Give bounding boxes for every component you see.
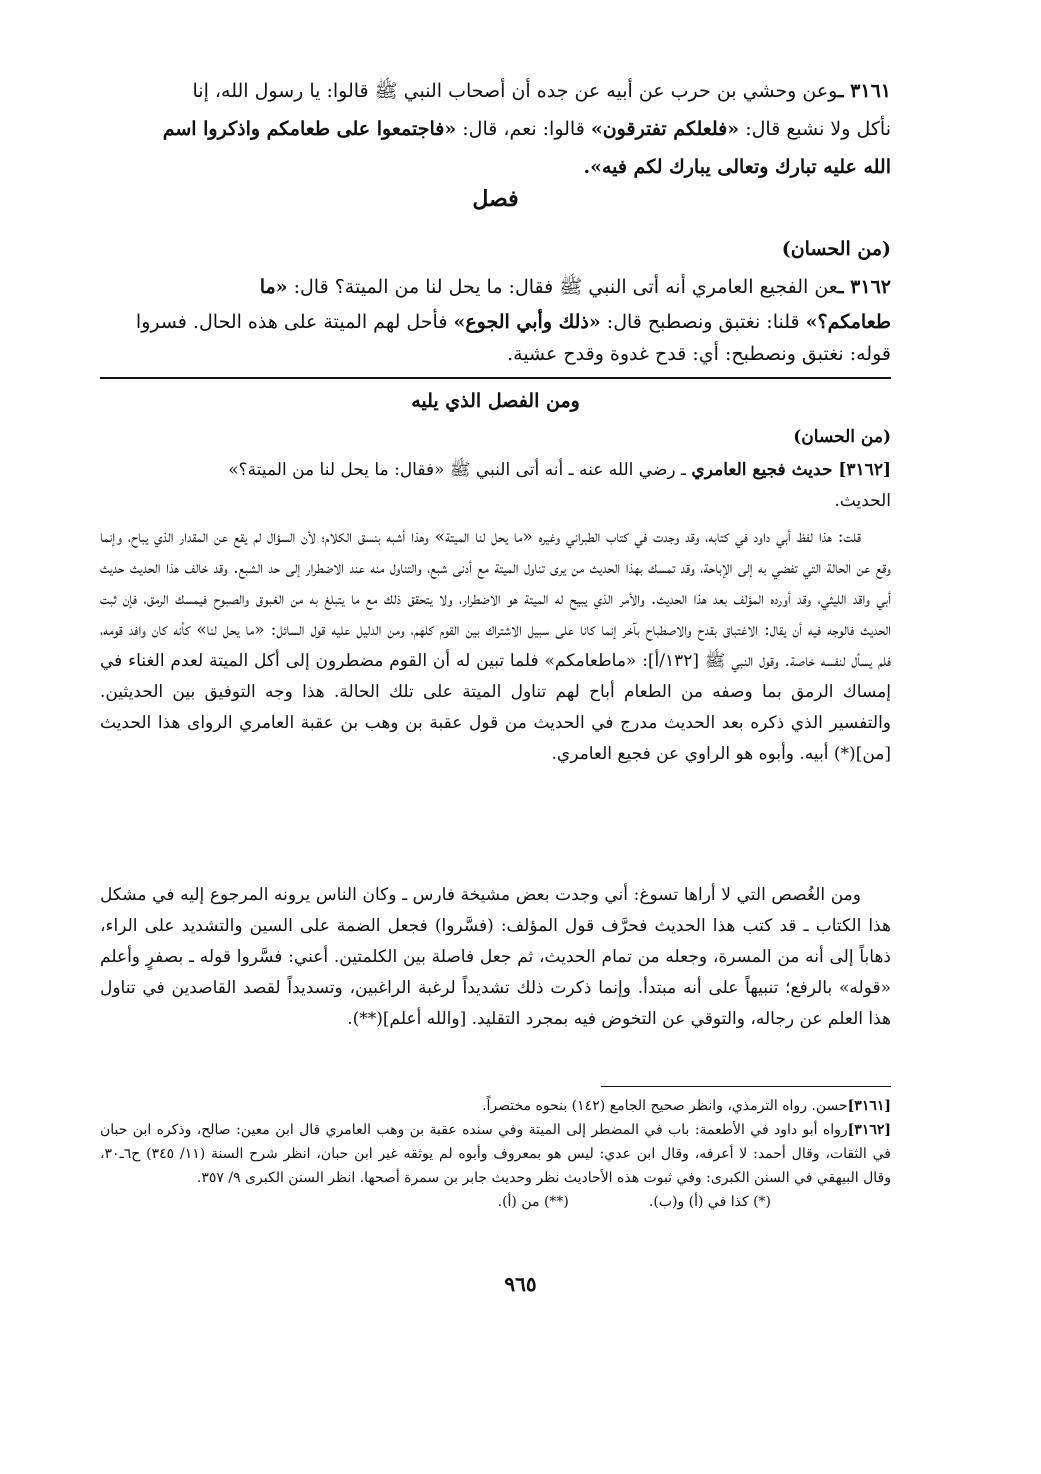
hadith-number: ٣١٦٢ ـ — [837, 276, 891, 298]
footnote-3161: [٣١٦١]حسن. رواه الترمذي، وانظر صحيح الجامع (١٤٢) بنحوه مختصراً. — [482, 1098, 891, 1114]
commentary-category-label: (من الحسان) — [793, 427, 891, 447]
section-heading-fasl: فصل — [472, 186, 519, 212]
commentary-paragraph-2: ومن الغُصص التي لا أراها تسوغ: أني وجدت بعض مشيخة فارس ـ وكان الناس يرونه المرجوع إليه في مشكل هذا الكتاب ـ قد كتب هذا الحديث فحرَّف قول المؤلف: (فسَّروا) فجعل الضمة على السين والتشديد على الراء، ذهاباً إلى أنه من المسرة، وجعله من تمام الحديث، ثم جعل فاصلة بين الكلمتين. أعني: فسَّروا قوله ـ بصفرٍ وأعلم «قوله» بالرفع؛ تنبيهاً على أنه مبتدأ. وإنما ذكرت ذلك تشديداً لرغبة الراغبين، وتسديداً لقصد القاصدين في تناول هذا العلم عن رجاله، والتوقي عن التخوض فيه بمجرد التقليد. [والله أعلم](**). — [100, 885, 891, 1029]
commentary-heading-line-2: الحديث. — [834, 491, 891, 511]
category-label-hisan: (من الحسان) — [781, 238, 891, 260]
hadith-3161 — [100, 72, 891, 186]
footnotes — [100, 1094, 891, 1214]
commentary-section-title: ومن الفصل الذي يليه — [411, 390, 580, 412]
hadith-3161-line-1: ٣١٦١ ـوعن وحشي بن حرب عن أبيه عن جده أن أصحاب النبي ﷺ قالوا: يا رسول الله، إنا — [192, 80, 891, 102]
footnote-divider — [601, 1086, 891, 1087]
commentary-3162-heading — [100, 455, 891, 517]
hadith-3161-line-2: نأكل ولا نشبع قال: «فلعلكم تفترقون» قالوا: نعم، قال: «فاجتمعوا على طعامكم واذكروا اسم — [162, 118, 891, 140]
hadith-3161-line-3: الله عليه تبارك وتعالى يبارك لكم فيه». — [583, 156, 891, 178]
footnote-variants: (*) كذا في (أ) و(ب).(**) من (أ). — [497, 1194, 771, 1210]
commentary-heading-line-1: [٣١٦٢] حديث فجيع العامري ـ رضي الله عنه ـ أنه أتى النبي ﷺ «فقال: ما يحل لنا من الميتة؟» — [228, 460, 891, 480]
hadith-3162 — [100, 268, 891, 370]
hadith-3162-line-2: طعامكم؟» قلنا: نغتبق ونصطبح قال: «ذلك وأبي الجوع» فأحل لهم الميتة على هذه الحال. فسروا — [135, 311, 891, 333]
hadith-3162-line-3: قوله: نغتبق ونصطبح: أي: قدح غدوة وقدح عشية. — [507, 343, 891, 365]
page-number: ٩٦٥ — [504, 1272, 537, 1296]
hadith-3162-line-1: ٣١٦٢ ـعن الفجيع العامري أنه أتى النبي ﷺ فقال: ما يحل لنا من الميتة؟ قال: «ما — [259, 276, 891, 298]
footnote-3162: [٣١٦٢]رواه أبو داود في الأطعمة: باب في المضطر إلى الميتة وفي سنده عقبة بن وهب العامري قال ابن معين: صالح، وذكره ابن حبان في الثقات، وقال أحمد: لا أعرفه، وقال ابن عدي: ليس هو بمعروف وأبوه لم يوثقه غير ابن حبان، انظر شرح السنة (١١/ ٣٤٥) ح٦ـ٣٠، وقال البيهقي في السنن الكبرى: وفي ثبوت هذه الأحاديث نظر وحديث جابر بن سمرة أصحها. انظر السنن الكبرى ٩/ ٣٥٧. — [100, 1122, 891, 1186]
commentary-paragraph-1: قلت: هذا لفظ أبي داود في كتابه، وقد وجدت في كتاب الطبراني وغيره «ما يحل لنا الميتة» وهذا أشبه بنسق الكلام؛ لأن السؤال لم يقع عن المقدار الذي يباح، وإنما وقع عن الحالة التي تفضي به إلى الإباحة، وقد تمسك بهذا الحديث من يرى تناول الميتة مع أدنى شبع، والتناول منه عند الاضطرار إلى حد الشبع. وقد خالف هذا الحديث حديث أبي واقد الليثي، وقد أورده المؤلف بعد هذا الحديث. والأمر الذي يبيح له الميتة هو الاضطرار، ولا يتحقق ذلك مع ما يتبلغ به من الغبوق والصبوح فيمسك الرمق، فإن ثبت الحديث فالوجه فيه أن يقال: الاغتباق بقدح والاصطباح بآخر إنما كانا على سبيل الاشتراك بين القوم كلهم، ومن الدليل عليه قول السائل: «ما يحل لنا» كأنه كان وافد قومه، فلم يسأل لنفسه خاصة. وقول النبي ﷺ [١٣٢/أ]: «ماطعامكم» فلما تبين له أن القوم مضطرون إلى أكل الميتة لعدم الغناء في إمساك الرمق بما وصفه من الطعام أباح لهم تناول الميتة على تلك الحالة. هذا وجه التوفيق بين الحديثين. والتفسير الذي ذكره بعد الحديث مدرج في الحديث من قول عقبة بن وهب بن عقبة العامري الرواى هذا الحديث [من](*) أبيه. وأبوه هو الراوي عن فجيع العامري. — [100, 527, 892, 764]
section-divider — [100, 377, 891, 379]
hadith-number: ٣١٦١ ـ — [837, 80, 891, 102]
